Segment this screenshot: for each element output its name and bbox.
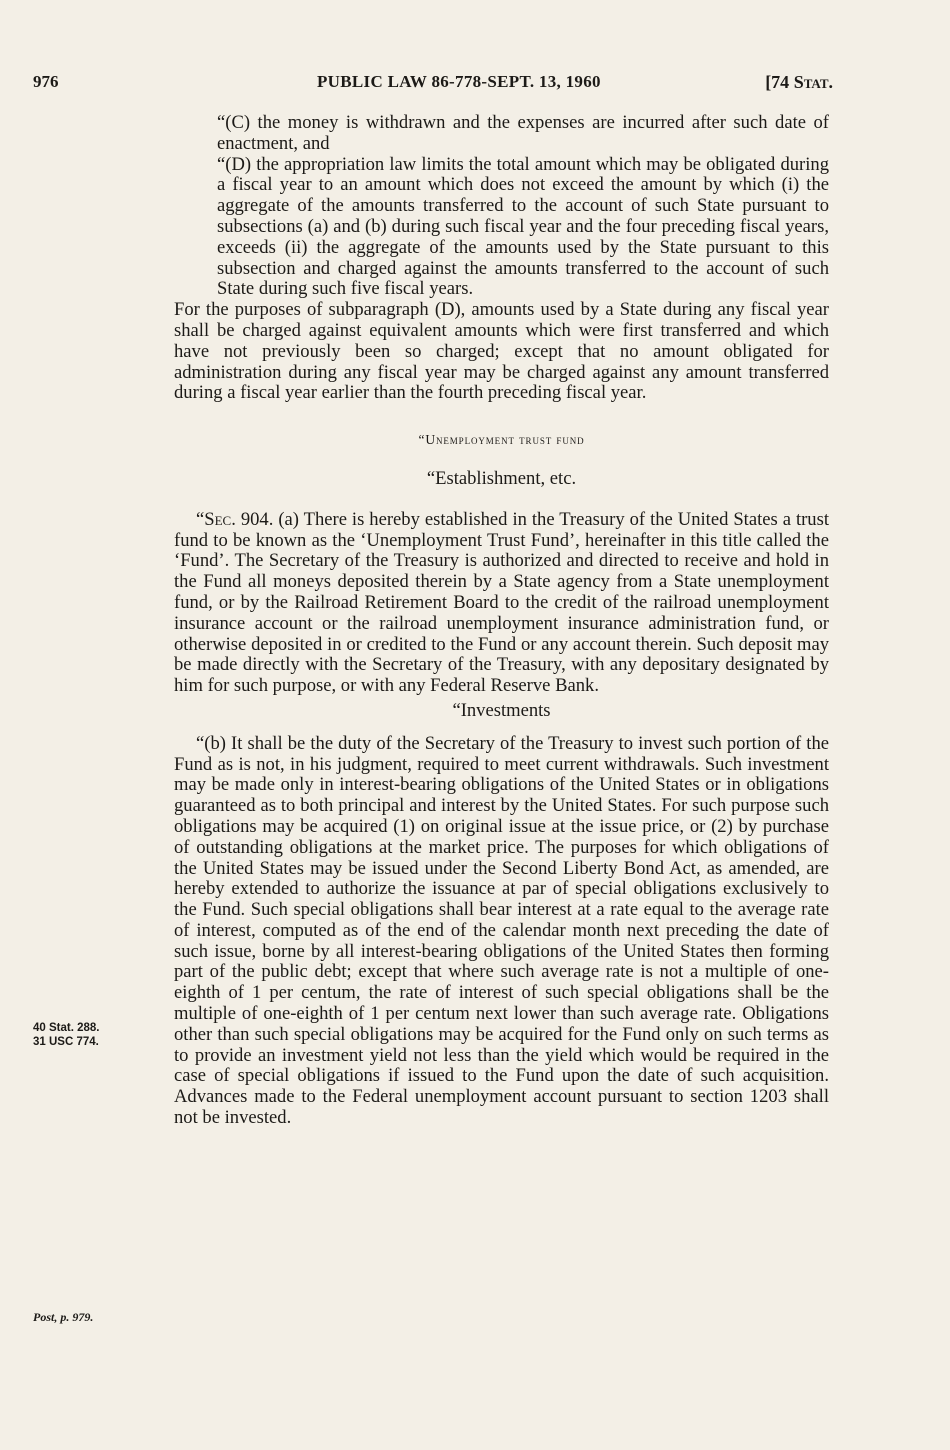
margin-note-stat-line1: 40 Stat. 288. bbox=[33, 1022, 100, 1034]
heading-unemployment-trust-fund: “Unemployment trust fund bbox=[418, 432, 585, 448]
margin-note-statutes bbox=[33, 1021, 99, 1049]
page-header bbox=[33, 72, 833, 96]
law-title: PUBLIC LAW 86-778-SEPT. 13, 1960 bbox=[317, 72, 601, 91]
margin-note-stat-line2: 31 USC 774. bbox=[33, 1036, 99, 1048]
paragraph-purposes: For the purposes of subparagraph (D), amounts used by a State during any fiscal year shall be charged against equivalent amounts which were first transferred and which have not previously been so charged; except that no amount obligated for administration during any fiscal year may be charged against any amount transferred during a fiscal year earlier than the fourth preceding fiscal year. bbox=[174, 299, 829, 404]
margin-note-post-reference: Post, p. 979. bbox=[33, 1310, 94, 1324]
statute-reference bbox=[765, 72, 833, 93]
paragraph-sec-904a bbox=[174, 510, 829, 697]
paragraph-c: “(C) the money is withdrawn and the expenses are incurred after such date of enactment, and bbox=[217, 112, 829, 154]
page-number: 976 bbox=[33, 72, 59, 91]
paragraph-d: “(D) the appropriation law limits the total amount which may be obligated during a fiscal year to an amount which does not exceed the amount by which (i) the aggregate of the amounts transferred to the account of such State pursuant to subsections (a) and (b) during such fiscal year and the four preceding fiscal years, exceeds (ii) the aggregate of the amounts used by the State pursuant to this subsection and charged against the amounts transferred to the account of such State during such five fiscal years. bbox=[217, 153, 829, 300]
section-904a-text: 904. (a) There is hereby established in the Treasury of the United States a trust fund to be known as the ‘Unemployment Trust Fund’, hereinafter in this title called the ‘Fund’. The Secretary of the Treasury is authorized and directed to receive and hold in the Fund all moneys deposited therein by a State agency from a State unemployment fund, or by the Railroad Retirement Board to the credit of the railroad unemployment insurance account or the railroad unemployment insurance administration fund, or otherwise deposited in or credited to the Fund or any account therein. Such deposit may be made directly with the Secretary of the Treasury, with any depositary designated by him for such purpose, or with any Federal Reserve Bank. bbox=[174, 508, 829, 697]
paragraph-b: “(b) It shall be the duty of the Secretary of the Treasury to invest such portion of the Fund as is not, in his judgment, required to meet current withdrawals. Such investment may be made only in interest-bearing obligations of the United States or in obligations guaranteed as to both principal and interest by the United States. For such purpose such obligations may be acquired (1) on original issue at the issue price, or (2) by purchase of outstanding obligations at the market price. The purposes for which obligations of the United States may be issued under the Second Liberty Bond Act, as amended, are hereby extended to authorize the issuance at par of special obligations exclusively to the Fund. Such special obligations shall bear interest at a rate equal to the average rate of interest, computed as of the end of the calendar month next preceding the date of such issue, borne by all interest-bearing obligations of the United States then forming part of the public debt; except that where such average rate is not a multiple of one-eighth of 1 per centum, the rate of interest of such special obligations shall be the multiple of one-eighth of 1 per centum next lower than such average rate. Obligations other than such special obligations may be acquired for the Fund only on such terms as to provide an investment yield not less than the yield which would be required in the case of special obligations if issued to the Fund upon the date of such acquisition. Advances made to the Federal unemployment account pursuant to section 1203 shall not be invested. bbox=[174, 732, 829, 1129]
heading-establishment: “Establishment, etc. bbox=[426, 467, 577, 489]
statute-reference-word: Stat. bbox=[793, 72, 833, 92]
section-label: “Sec. bbox=[196, 508, 236, 530]
statute-reference-prefix: [74 bbox=[765, 72, 794, 92]
heading-investments: “Investments bbox=[452, 699, 551, 721]
body-text bbox=[174, 113, 829, 1129]
